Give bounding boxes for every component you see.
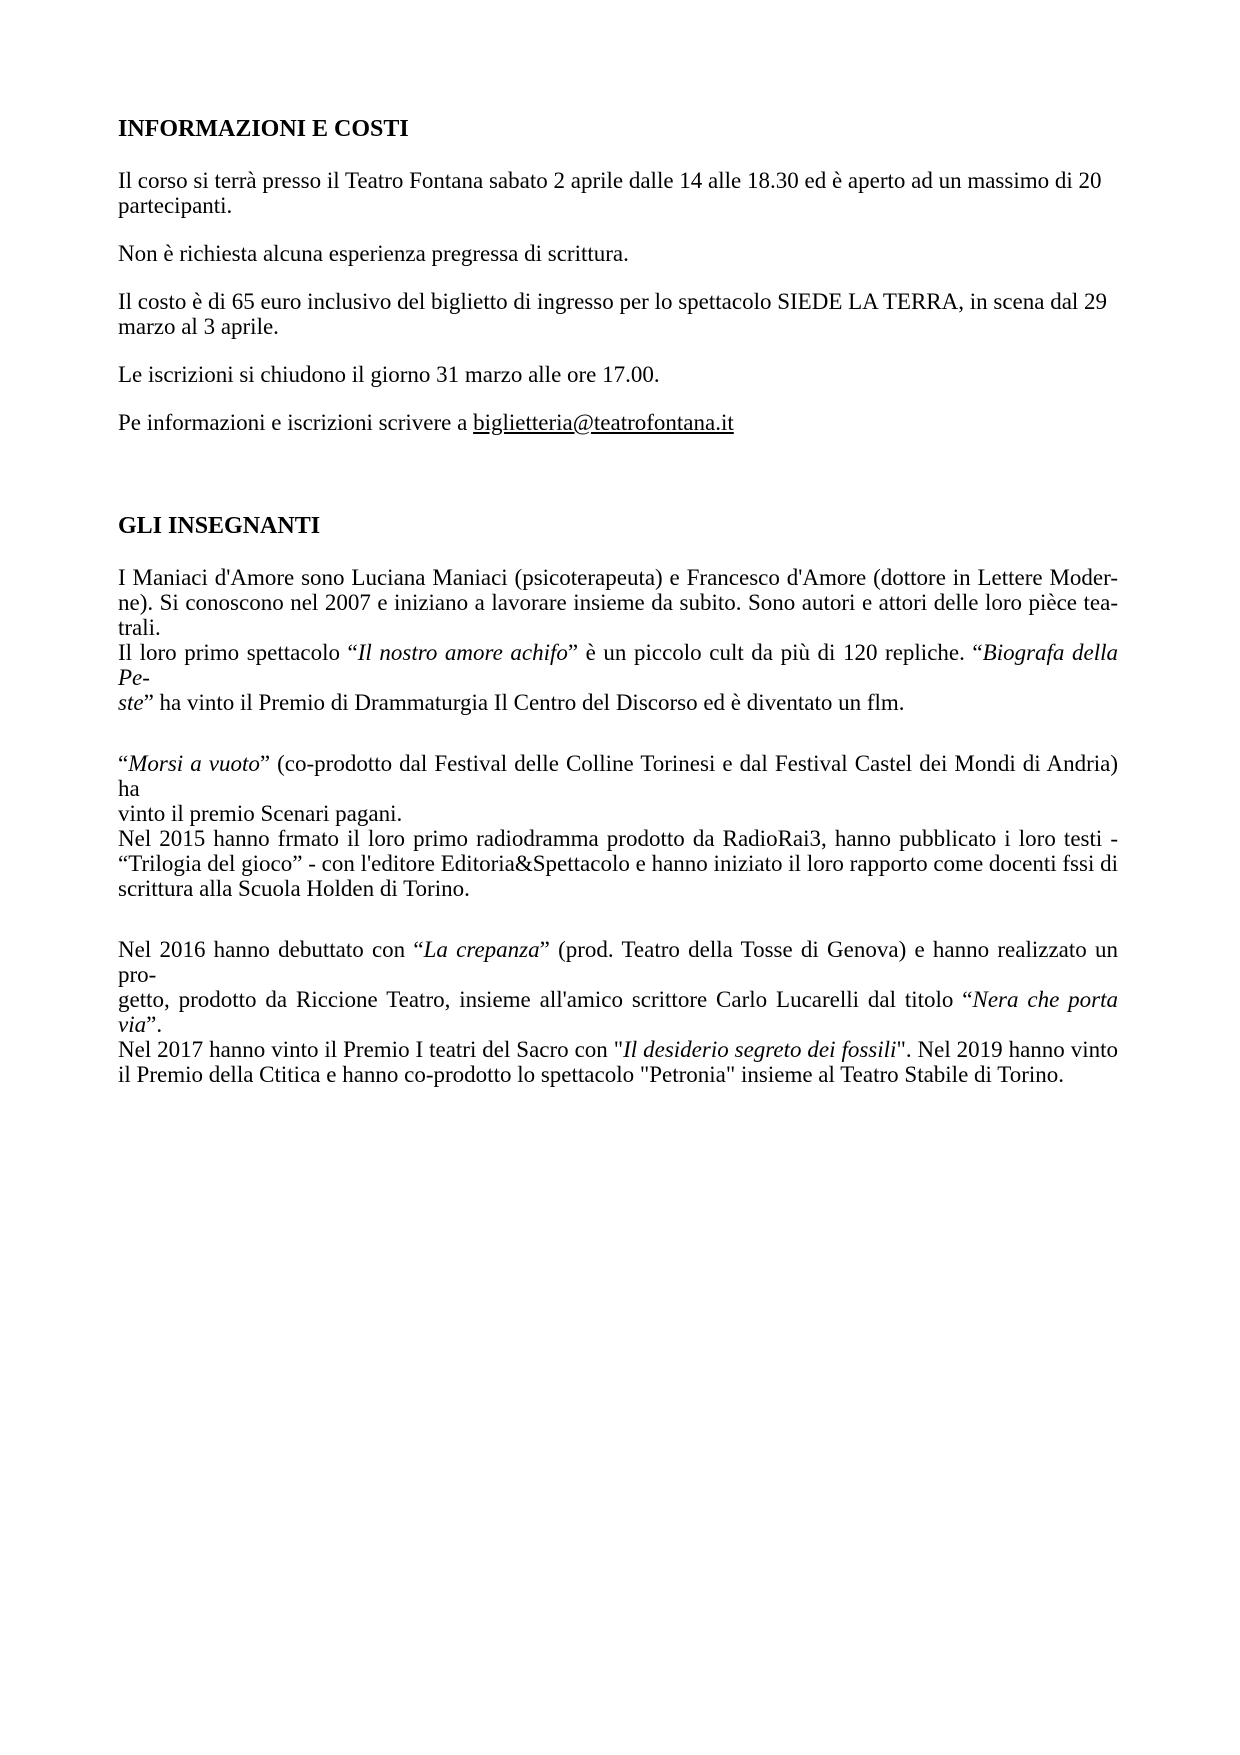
text-line [118,193,1118,218]
italic-title: ste [118,690,144,715]
text-run: ” (prod. Teatro della Tosse di Genova) e hanno realizzato un pro- [118,937,1118,987]
email-link[interactable]: biglietteria@teatrofontana.it [473,410,734,435]
text-run: ”. [146,1012,163,1037]
text-run: Nel 2017 hanno vinto il Premio I teatri del Sacro con " [118,1037,624,1062]
text-run: “ [118,751,129,776]
text-run: Le iscrizioni si chiudono il giorno 31 marzo alle ore 17.00. [118,362,660,387]
section-heading: INFORMAZIONI E COSTI [118,116,409,142]
italic-title: Il nostro amore achifo [357,640,568,665]
paragraph [118,565,1118,640]
text-line [118,987,1118,1037]
section-1 [118,514,1118,1087]
text-line [118,615,1118,640]
paragraph [118,362,1118,387]
text-line [118,590,1118,615]
italic-title: Morsi a vuoto [128,751,260,776]
text-line [118,241,1118,266]
text-run: ” è un piccolo cult da più di 120 repliche. “ [567,640,983,665]
text-line [118,826,1118,851]
italic-title: Biografa della Pe- [118,640,1118,690]
text-line [118,1062,1118,1087]
text-run: Nel 2015 hanno frmato il loro primo radiodramma prodotto da RadioRai3, hanno pubblicato i loro testi - [118,826,1118,851]
paragraph [118,937,1118,1087]
paragraph [118,241,1118,266]
paragraph [118,168,1118,218]
italic-title: La crepanza [423,937,540,962]
text-run: Il loro primo spettacolo “ [118,640,358,665]
paragraph [118,826,1118,901]
section-0 [118,117,1118,435]
text-run: trali. [118,615,161,640]
text-line [118,876,1118,901]
text-run: ne). Si conoscono nel 2007 e iniziano a lavorare insieme da subito. Sono autori e attori delle loro pièce tea- [118,590,1118,615]
paragraph [118,410,1118,435]
text-run: Pe informazioni e iscrizioni scrivere a [118,410,474,435]
text-line [118,565,1118,590]
section-heading: GLI INSEGNANTI [118,513,321,539]
text-line [118,640,1118,690]
text-run: I Maniaci d'Amore sono Luciana Maniaci (psicoterapeuta) e Francesco d'Amore (dottore in Lettere Moder- [118,565,1118,590]
text-run: marzo al 3 aprile. [118,314,279,339]
text-line [118,362,1118,387]
paragraph [118,640,1118,715]
text-run: Nel 2016 hanno debuttato con “ [118,937,424,962]
text-line [118,937,1118,987]
text-line [118,410,1118,435]
text-run: il Premio della Ctitica e hanno co-prodotto lo spettacolo "Petronia" insieme al Teatro Stabile di Torino. [118,1062,1064,1087]
text-run: Il costo è di 65 euro inclusivo del biglietto di ingresso per lo spettacolo SIEDE LA TERRA, in scena dal 29 [118,289,1108,314]
text-line [118,851,1118,876]
italic-title: Nera che porta via [118,987,1118,1037]
text-run: getto, prodotto da Riccione Teatro, insieme all'amico scrittore Carlo Lucarelli dal titolo “ [118,987,973,1012]
paragraph [118,289,1118,339]
text-line [118,314,1118,339]
text-line [118,751,1118,801]
text-line [118,1037,1118,1062]
text-line [118,801,1118,826]
document [118,117,1118,1087]
text-run: ". Nel 2019 hanno vinto [896,1037,1118,1062]
text-run: Non è richiesta alcuna esperienza pregressa di scrittura. [118,241,629,266]
paragraph [118,751,1118,826]
text-run: vinto il premio Scenari pagani. [118,801,403,826]
text-run: ” (co-prodotto dal Festival delle Colline Torinesi e dal Festival Castel dei Mondi di Andria) ha [118,751,1119,801]
text-line [118,690,1118,715]
text-run: Il corso si terrà presso il Teatro Fontana sabato 2 aprile dalle 14 alle 18.30 ed è aperto ad un massimo di 20 [118,168,1102,193]
text-run: scrittura alla Scuola Holden di Torino. [118,876,470,901]
text-run: “Trilogia del gioco” - con l'editore Editoria&Spettacolo e hanno iniziato il loro rapporto come docenti fssi di [118,851,1118,876]
text-line [118,289,1118,314]
text-run: ” ha vinto il Premio di Drammaturgia Il Centro del Discorso ed è diventato un flm. [143,690,905,715]
text-run: partecipanti. [118,193,233,218]
text-line [118,168,1118,193]
italic-title: Il desiderio segreto dei fossili [623,1037,897,1062]
